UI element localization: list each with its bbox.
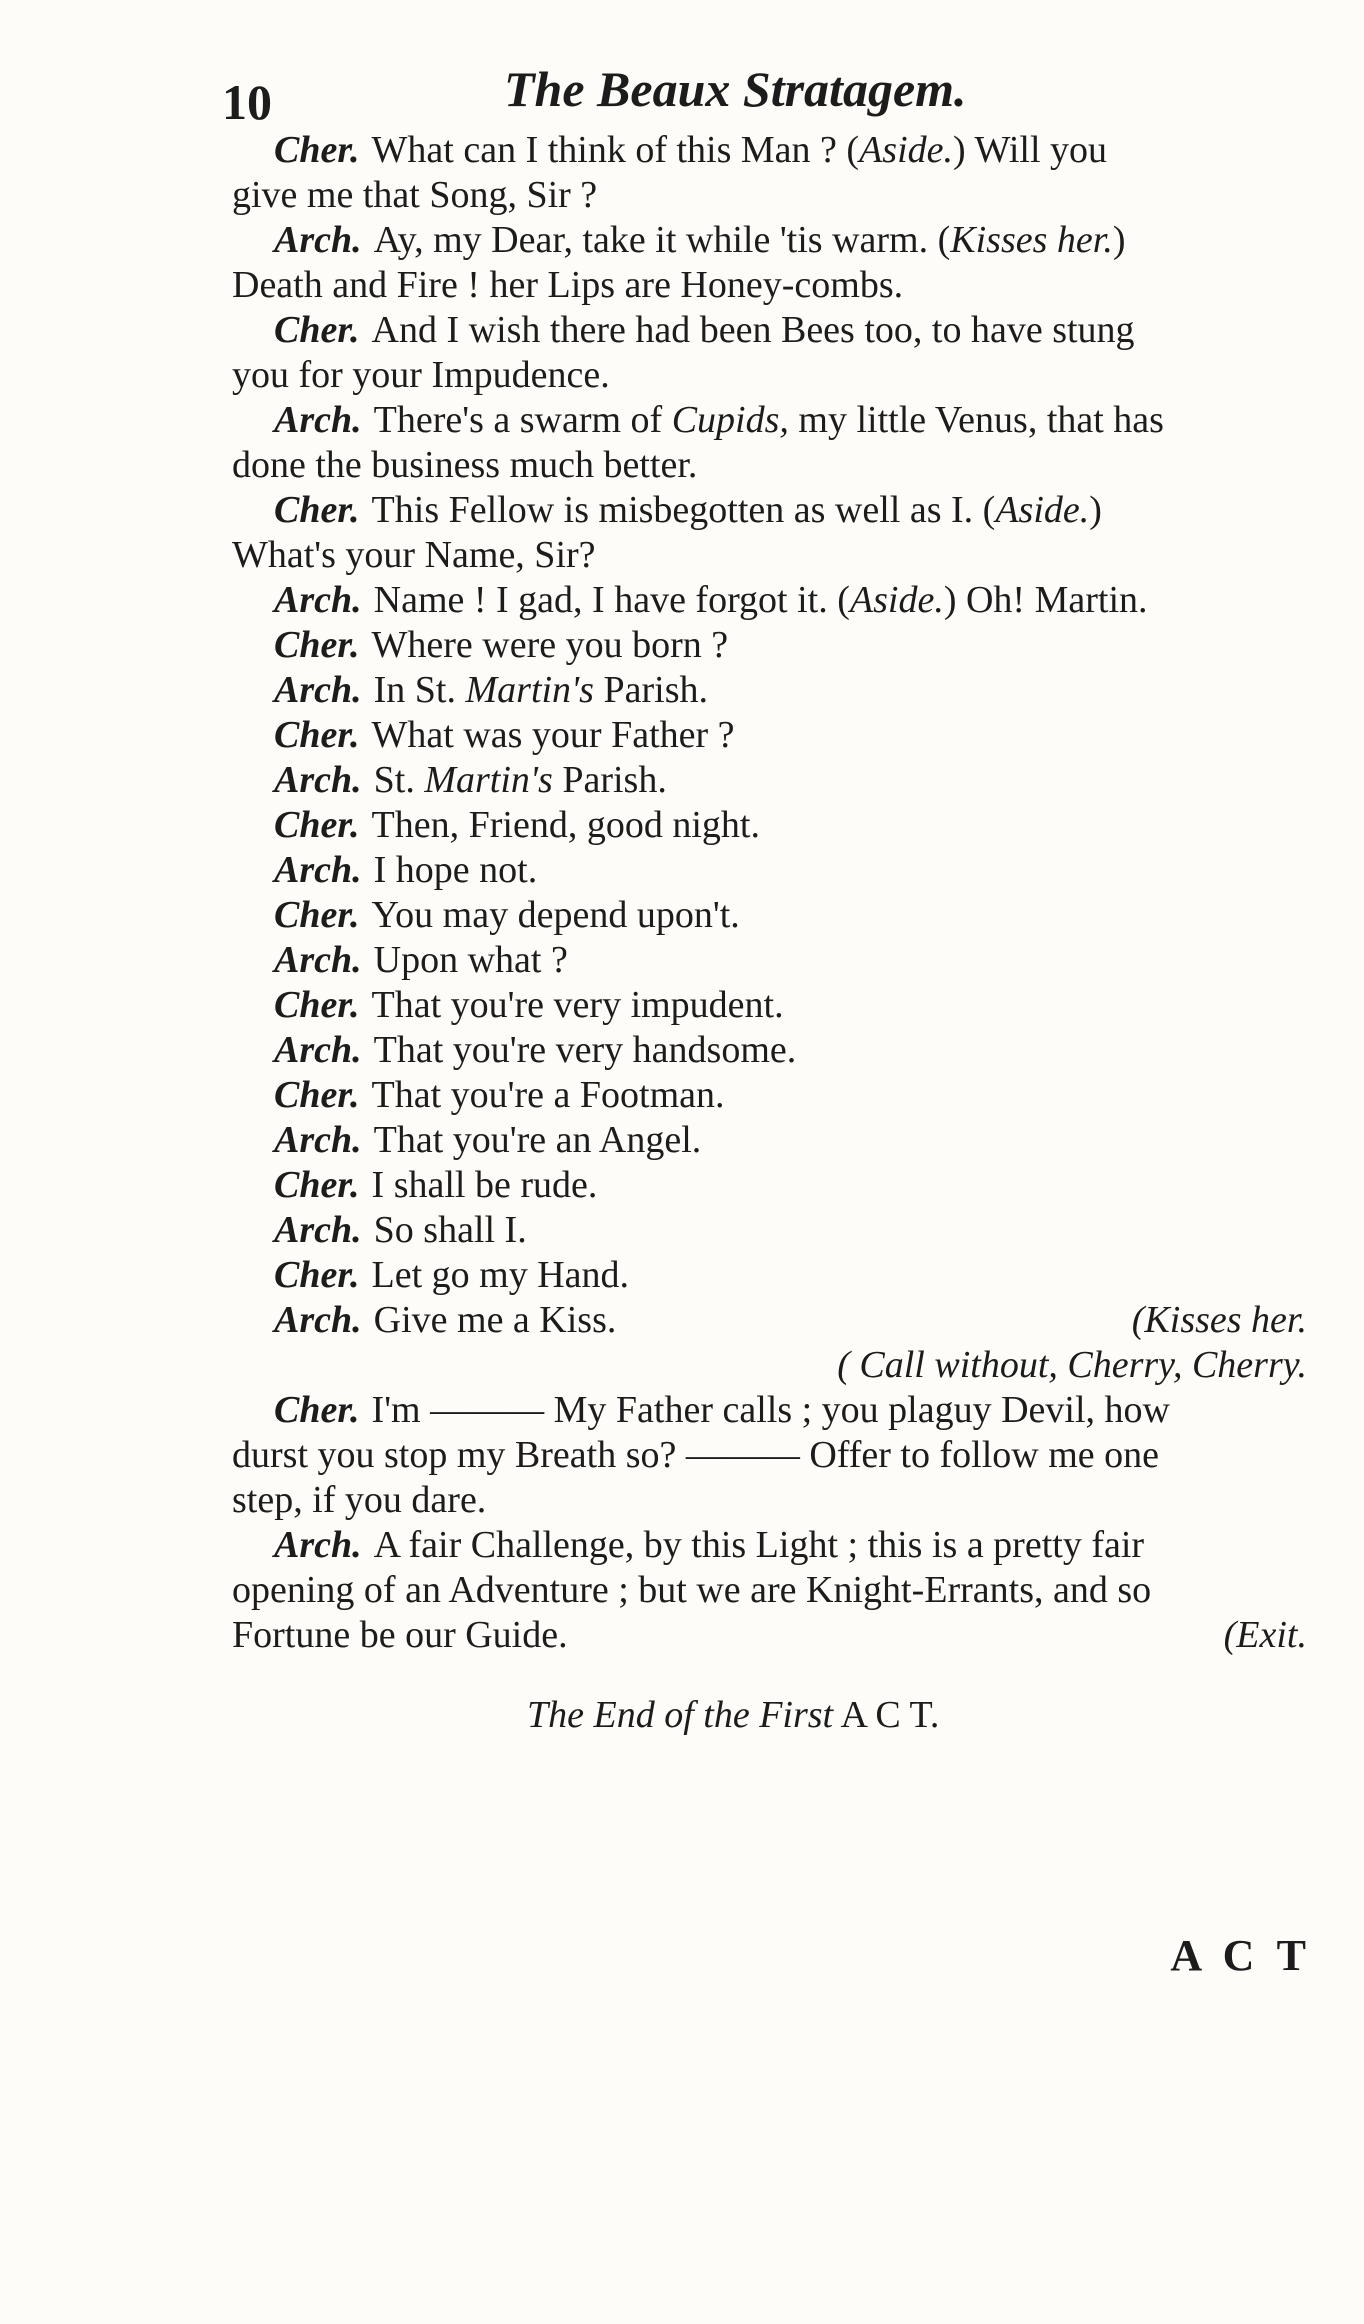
speech-text: And I wish there had been Bees too, to have stung	[371, 309, 1135, 351]
speaker-name: Arch.	[274, 669, 362, 711]
speech-text: In St.	[373, 669, 466, 711]
speaker-name: Arch.	[274, 1029, 362, 1071]
speaker-name: Cher.	[274, 1164, 360, 1206]
text-line	[232, 128, 1307, 173]
speech-emphasis: Martin's	[465, 669, 594, 711]
text-line	[232, 488, 1307, 533]
speech-text: What can I think of this Man ? (	[371, 129, 860, 171]
speech-text: A fair Challenge, by this Light ; this is a pretty fair	[373, 1524, 1145, 1566]
speaker-name: Cher.	[274, 489, 360, 531]
text-line	[232, 398, 1307, 443]
speech-emphasis: Aside.	[995, 489, 1090, 531]
text-line	[232, 983, 1307, 1028]
text-line	[232, 1028, 1307, 1073]
speaker-name: Arch.	[274, 849, 362, 891]
speech-text: I shall be rude.	[371, 1164, 598, 1206]
text-line	[232, 578, 1307, 623]
speaker-name: Arch.	[274, 939, 362, 981]
speech-emphasis: Martin's	[424, 759, 553, 801]
speech-text: You may depend upon't.	[371, 894, 740, 936]
text-line	[232, 713, 1307, 758]
speech-text: So shall I.	[373, 1209, 527, 1251]
speaker-name: Arch.	[274, 399, 362, 441]
speaker-name: Arch.	[274, 579, 362, 621]
speech-text: Upon what ?	[373, 939, 568, 981]
speech-text: This Fellow is misbegotten as well as I. (	[371, 489, 996, 531]
speech-emphasis: Aside.	[859, 129, 954, 171]
speech-emphasis: Aside.	[849, 579, 944, 621]
speech-text: What was your Father ?	[371, 714, 735, 756]
speaker-name: Cher.	[274, 1254, 360, 1296]
text-line	[232, 1388, 1307, 1433]
speech-text: St.	[373, 759, 425, 801]
speaker-name: Arch.	[274, 1209, 362, 1251]
stage-direction: (Exit.	[1223, 1614, 1307, 1656]
text-line	[232, 803, 1307, 848]
continuation-text: you for your Impudence.	[232, 354, 610, 396]
speech-text-after: my little Venus, that has	[788, 399, 1164, 441]
speech-text-after: ) Oh! Martin.	[943, 579, 1148, 621]
page-number: 10	[222, 74, 272, 130]
text-line	[232, 1208, 1307, 1253]
end-of-act	[527, 1693, 939, 1737]
speaker-name: Arch.	[274, 219, 362, 261]
text-line	[232, 623, 1307, 668]
catchword: A C T	[1170, 1931, 1312, 1980]
speaker-name: Cher.	[274, 1389, 360, 1431]
text-line	[232, 1478, 1307, 1523]
speech-text-after: )	[1112, 219, 1126, 261]
text-line	[232, 1073, 1307, 1118]
text-line	[232, 1118, 1307, 1163]
end-of-act-plain: A C T.	[840, 1694, 940, 1736]
speech-text-after: )	[1089, 489, 1102, 531]
speech-text-after: Parish.	[593, 669, 708, 711]
text-line	[232, 1523, 1307, 1568]
speech-text: That you're a Footman.	[371, 1074, 725, 1116]
continuation-text: Fortune be our Guide.	[232, 1614, 568, 1656]
continuation-text: Death and Fire ! her Lips are Honey-combs.	[232, 264, 904, 306]
speech-text: I'm ——— My Father calls ; you plaguy Devil, how	[371, 1389, 1170, 1431]
speaker-name: Cher.	[274, 804, 360, 846]
speaker-name: Cher.	[274, 984, 360, 1026]
text-line	[232, 1613, 1307, 1658]
speaker-name: Arch.	[274, 759, 362, 801]
running-title: The Beaux Stratagem.	[504, 61, 967, 117]
text-line	[232, 353, 1307, 398]
speaker-name: Cher.	[274, 894, 360, 936]
speaker-name: Cher.	[274, 129, 360, 171]
text-line	[232, 1253, 1307, 1298]
continuation-text: step, if you dare.	[232, 1479, 487, 1521]
text-line	[232, 758, 1307, 803]
speech-emphasis: Cupids,	[671, 399, 789, 441]
continuation-text: durst you stop my Breath so? ——— Offer to follow me one	[232, 1434, 1159, 1476]
text-line	[232, 848, 1307, 893]
text-line	[232, 218, 1307, 263]
text-line	[232, 893, 1307, 938]
speech-text: Ay, my Dear, take it while 'tis warm. (	[373, 219, 951, 261]
text-line	[232, 308, 1307, 353]
speech-text: That you're very impudent.	[371, 984, 784, 1026]
speech-text: Name ! I gad, I have forgot it. (	[373, 579, 850, 621]
speech-text: Let go my Hand.	[371, 1254, 630, 1296]
stage-direction: ( Call without, Cherry, Cherry.	[837, 1344, 1307, 1386]
text-line	[232, 1433, 1307, 1478]
text-line	[232, 173, 1307, 218]
speaker-name: Cher.	[274, 1074, 360, 1116]
speech-emphasis: Kisses her.	[950, 219, 1113, 261]
text-line	[232, 443, 1307, 488]
speaker-name: Arch.	[274, 1299, 362, 1341]
speech-text: That you're very handsome.	[373, 1029, 797, 1071]
play-text	[232, 128, 1307, 1658]
speech-text: Then, Friend, good night.	[371, 804, 760, 846]
text-line	[232, 1343, 1307, 1388]
continuation-text: opening of an Adventure ; but we are Knight-Errants, and so	[232, 1569, 1152, 1611]
continuation-text: give me that Song, Sir ?	[232, 174, 598, 216]
text-line	[232, 1568, 1307, 1613]
speech-text: I hope not.	[373, 849, 538, 891]
stage-direction: (Kisses her.	[1131, 1299, 1307, 1341]
speech-text: Where were you born ?	[371, 624, 729, 666]
text-line	[232, 938, 1307, 983]
page-header	[222, 55, 1302, 130]
continuation-text: done the business much better.	[232, 444, 698, 486]
text-line	[232, 1298, 1307, 1343]
text-line	[232, 668, 1307, 713]
speaker-name: Cher.	[274, 624, 360, 666]
speech-text: There's a swarm of	[373, 399, 672, 441]
speaker-name: Cher.	[274, 714, 360, 756]
speaker-name: Arch.	[274, 1119, 362, 1161]
text-line	[232, 1163, 1307, 1208]
text-line	[232, 533, 1307, 578]
speaker-name: Cher.	[274, 309, 360, 351]
speech-text: Give me a Kiss.	[373, 1299, 617, 1341]
continuation-text: What's your Name, Sir?	[232, 534, 596, 576]
speech-text-after: Parish.	[552, 759, 667, 801]
speech-text-after: ) Will you	[953, 129, 1108, 171]
text-line	[232, 263, 1307, 308]
speaker-name: Arch.	[274, 1524, 362, 1566]
end-of-act-italic: The End of the First	[527, 1694, 834, 1736]
speech-text: That you're an Angel.	[373, 1119, 702, 1161]
